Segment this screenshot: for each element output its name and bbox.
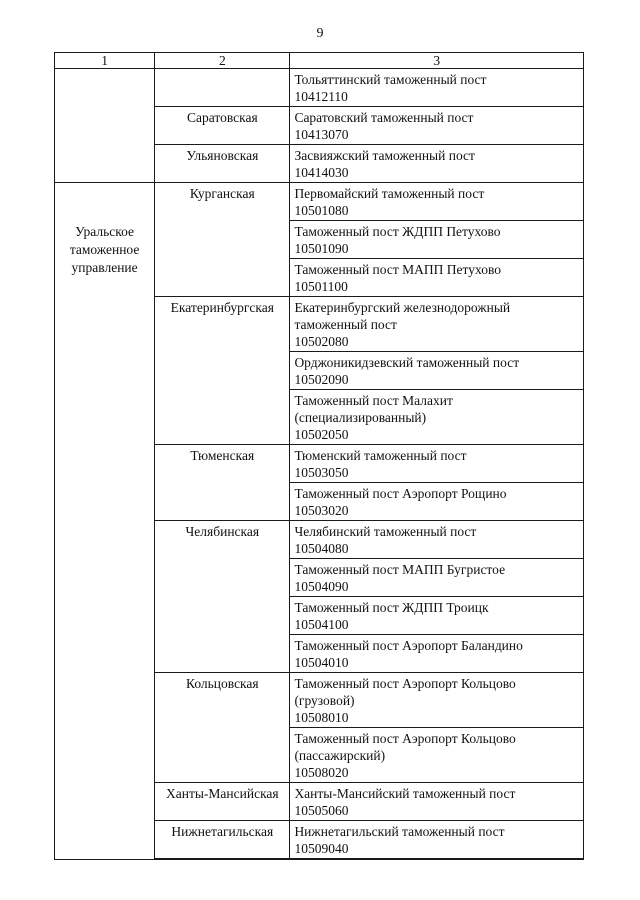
region-cell: Саратовская bbox=[155, 107, 290, 145]
region-cell: Ульяновская bbox=[155, 145, 290, 183]
post-cell bbox=[290, 183, 584, 221]
directorate-cell bbox=[55, 183, 155, 860]
post-name: Тюменский таможенный пост bbox=[294, 448, 467, 463]
post-name: Таможенный пост Малахит bbox=[294, 393, 453, 408]
post-name: Таможенный пост Аэропорт Кольцово bbox=[294, 731, 516, 746]
post-name: Екатеринбургский железнодорожный bbox=[294, 300, 511, 315]
post-code: 10501080 bbox=[294, 203, 349, 218]
post-code: 10503050 bbox=[294, 465, 349, 480]
post-name: Тольяттинский таможенный пост bbox=[294, 72, 487, 87]
region-cell: Екатеринбургская bbox=[155, 297, 290, 445]
post-name: Саратовский таможенный пост bbox=[294, 110, 474, 125]
column-header-3: 3 bbox=[290, 53, 584, 69]
post-name: Засвияжский таможенный пост bbox=[294, 148, 475, 163]
directorate-name-line: управление bbox=[71, 260, 138, 275]
post-cell bbox=[290, 728, 584, 783]
post-cell bbox=[290, 635, 584, 673]
post-name: Таможенный пост Аэропорт Кольцово bbox=[294, 676, 516, 691]
table-body bbox=[55, 69, 584, 860]
post-name: Таможенный пост ЖДПП Троицк bbox=[294, 600, 489, 615]
post-cell bbox=[290, 673, 584, 728]
region-cell: Тюменская bbox=[155, 445, 290, 521]
region-cell: Кольцовская bbox=[155, 673, 290, 783]
post-cell bbox=[290, 107, 584, 145]
post-cell bbox=[290, 297, 584, 352]
post-name: Таможенный пост МАПП Петухово bbox=[294, 262, 501, 277]
post-code: 10412110 bbox=[294, 89, 348, 104]
page-number: 9 bbox=[316, 26, 324, 41]
post-code: 10508020 bbox=[294, 765, 349, 780]
post-name: Первомайский таможенный пост bbox=[294, 186, 485, 201]
post-name: таможенный пост bbox=[294, 317, 397, 332]
post-code: 10502090 bbox=[294, 372, 349, 387]
directorate-name-line: Уральское bbox=[75, 224, 135, 239]
post-code: 10501100 bbox=[294, 279, 348, 294]
post-name: (пассажирский) bbox=[294, 748, 386, 763]
region-cell-continued bbox=[155, 69, 290, 107]
header-row bbox=[55, 53, 584, 69]
region-cell: Курганская bbox=[155, 183, 290, 297]
post-code: 10413070 bbox=[294, 127, 349, 142]
region-cell: Челябинская bbox=[155, 521, 290, 673]
post-name: Нижнетагильский таможенный пост bbox=[294, 824, 505, 839]
column-header-1: 1 bbox=[55, 53, 155, 69]
post-code: 10504100 bbox=[294, 617, 349, 632]
post-cell bbox=[290, 390, 584, 445]
post-code: 10414030 bbox=[294, 165, 349, 180]
empty-post-cell bbox=[290, 859, 584, 860]
post-name: Ханты-Мансийский таможенный пост bbox=[294, 786, 516, 801]
column-header-2: 2 bbox=[155, 53, 290, 69]
post-cell bbox=[290, 259, 584, 297]
directorate-cell-continued bbox=[55, 69, 155, 183]
post-cell bbox=[290, 821, 584, 859]
post-cell bbox=[290, 69, 584, 107]
post-code: 10505060 bbox=[294, 803, 349, 818]
post-code: 10502080 bbox=[294, 334, 349, 349]
post-cell bbox=[290, 352, 584, 390]
post-cell bbox=[290, 521, 584, 559]
post-code: 10502050 bbox=[294, 427, 349, 442]
table-row bbox=[55, 183, 584, 221]
post-cell bbox=[290, 559, 584, 597]
region-cell: Ханты-Мансийская bbox=[155, 783, 290, 821]
post-code: 10509040 bbox=[294, 841, 349, 856]
post-name: Таможенный пост Аэропорт Баландино bbox=[294, 638, 523, 653]
post-name: Челябинский таможенный пост bbox=[294, 524, 477, 539]
post-cell bbox=[290, 483, 584, 521]
post-name: (специализированный) bbox=[294, 410, 427, 425]
directorate-name-line: таможенное bbox=[69, 242, 140, 257]
post-cell bbox=[290, 783, 584, 821]
post-cell bbox=[290, 221, 584, 259]
table-row bbox=[55, 69, 584, 107]
empty-region-cell bbox=[155, 859, 290, 860]
post-code: 10501090 bbox=[294, 241, 349, 256]
post-cell bbox=[290, 145, 584, 183]
post-code: 10504090 bbox=[294, 579, 349, 594]
post-code: 10508010 bbox=[294, 710, 349, 725]
region-cell: Нижнетагильская bbox=[155, 821, 290, 859]
post-code: 10503020 bbox=[294, 503, 349, 518]
post-name: Таможенный пост МАПП Бугристое bbox=[294, 562, 506, 577]
post-name: Таможенный пост Аэропорт Рощино bbox=[294, 486, 507, 501]
post-code: 10504080 bbox=[294, 541, 349, 556]
post-code: 10504010 bbox=[294, 655, 349, 670]
post-name: Орджоникидзевский таможенный пост bbox=[294, 355, 520, 370]
post-cell bbox=[290, 597, 584, 635]
post-cell bbox=[290, 445, 584, 483]
post-name: (грузовой) bbox=[294, 693, 355, 708]
customs-posts-table bbox=[54, 52, 584, 860]
post-name: Таможенный пост ЖДПП Петухово bbox=[294, 224, 501, 239]
